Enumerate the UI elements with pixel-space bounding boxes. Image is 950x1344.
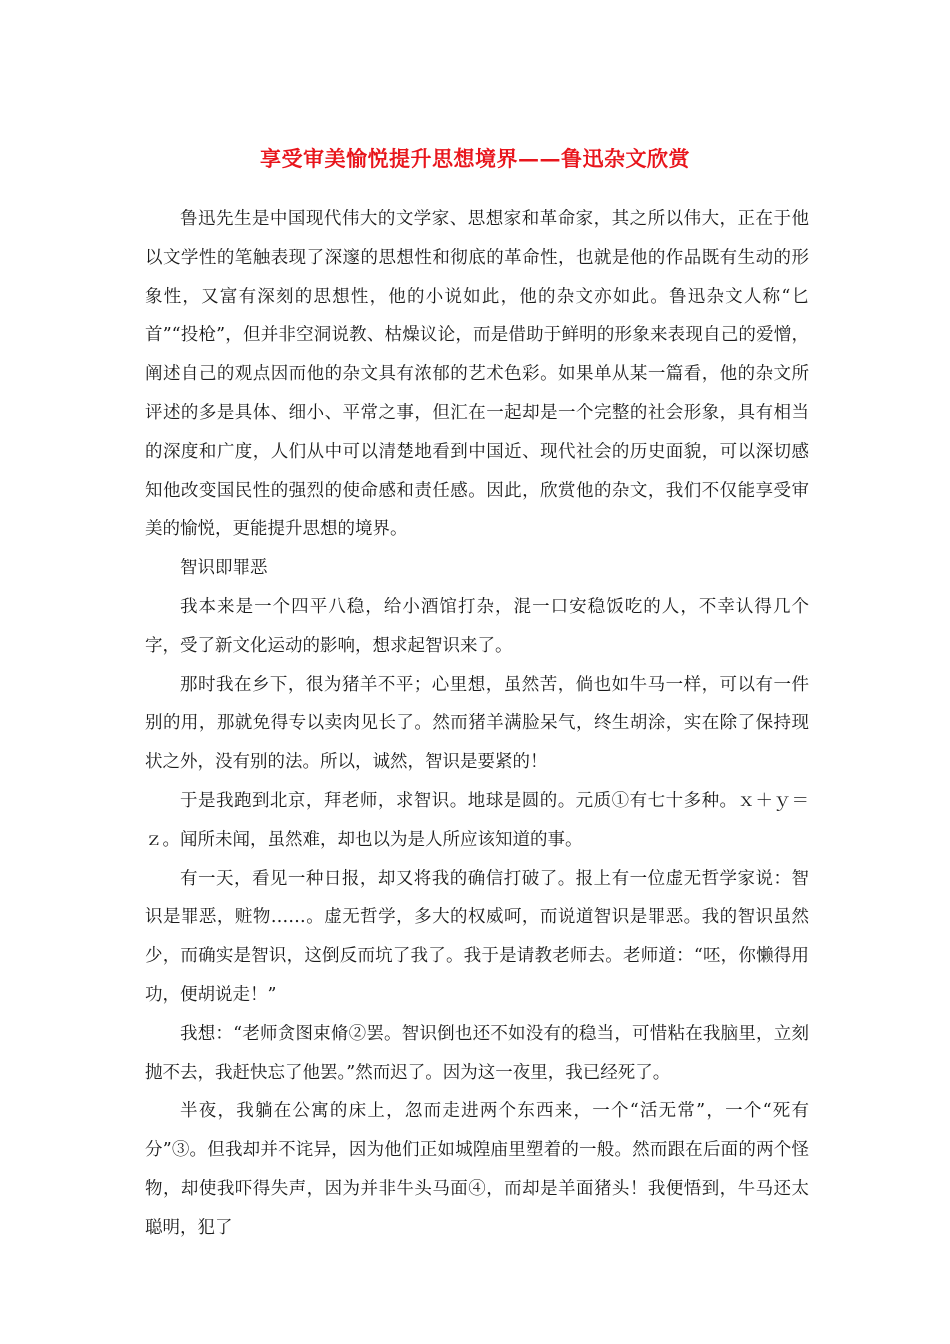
body-paragraph: 有一天，看见一种日报，却又将我的确信打破了。报上有一位虚无哲学家说：智识是罪恶，赃物……。虚无哲学，多大的权威呵，而说道智识是罪恶。我的智识虽然少，而确实是智识，这倒反而坑了我了。我于是请教老师去。老师道：“呸，你懒得用功，便胡说走！” <box>145 868 809 1005</box>
document-title: 享受审美愉悦提升思想境界——鲁迅杂文欣赏 <box>260 146 690 171</box>
section-heading: 智识即罪恶 <box>180 558 268 579</box>
intro-paragraph: 鲁迅先生是中国现代伟大的文学家、思想家和革命家，其之所以伟大，正在于他以文学性的笔触表现了深邃的思想性和彻底的革命性，也就是他的作品既有生动的形象性，又富有深刻的思想性，他的小说如此，他的杂文亦如此。鲁迅杂文人称“匕首”“投枪”，但并非空洞说教、枯燥议论，而是借助于鲜明的形象来表现自己的爱憎，阐述自己的观点因而他的杂文具有浓郁的艺术色彩。如果单从某一篇看，他的杂文所评述的多是具体、细小、平常之事，但汇在一起却是一个完整的社会形象，具有相当的深度和广度，人们从中可以清楚地看到中国近、现代社会的历史面貌，可以深切感知他改变国民性的强烈的使命感和责任感。因此，欣赏他的杂文，我们不仅能享受审美的愉悦，更能提升思想的境界。 <box>145 209 809 540</box>
body-paragraph: 于是我跑到北京，拜老师，求智识。地球是圆的。元质①有七十多种。ｘ＋ｙ＝ｚ。闻所未闻，虽然难，却也以为是人所应该知道的事。 <box>145 790 809 850</box>
body-paragraph: 我想：“老师贪图束脩②罢。智识倒也还不如没有的稳当，可惜粘在我脑里，立刻抛不去，我赶快忘了他罢。”然而迟了。因为这一夜里，我已经死了。 <box>145 1023 809 1083</box>
body-paragraph: 那时我在乡下，很为猪羊不平；心里想，虽然苦，倘也如牛马一样，可以有一件别的用，那就免得专以卖肉见长了。然而猪羊满脸呆气，终生胡涂，实在除了保持现状之外，没有别的法。所以，诚然，智识是要紧的！ <box>145 674 809 773</box>
body-paragraph: 我本来是一个四平八稳，给小酒馆打杂，混一口安稳饭吃的人，不幸认得几个字，受了新文化运动的影响，想求起智识来了。 <box>145 596 809 656</box>
document-body <box>145 200 809 1248</box>
body-paragraph: 半夜，我躺在公寓的床上，忽而走进两个东西来，一个“活无常”，一个“死有分”③。但我却并不诧异，因为他们正如城隍庙里塑着的一般。然而跟在后面的两个怪物，却使我吓得失声，因为并非牛头马面④，而却是羊面猪头！我便悟到，牛马还太聪明，犯了 <box>145 1101 809 1238</box>
